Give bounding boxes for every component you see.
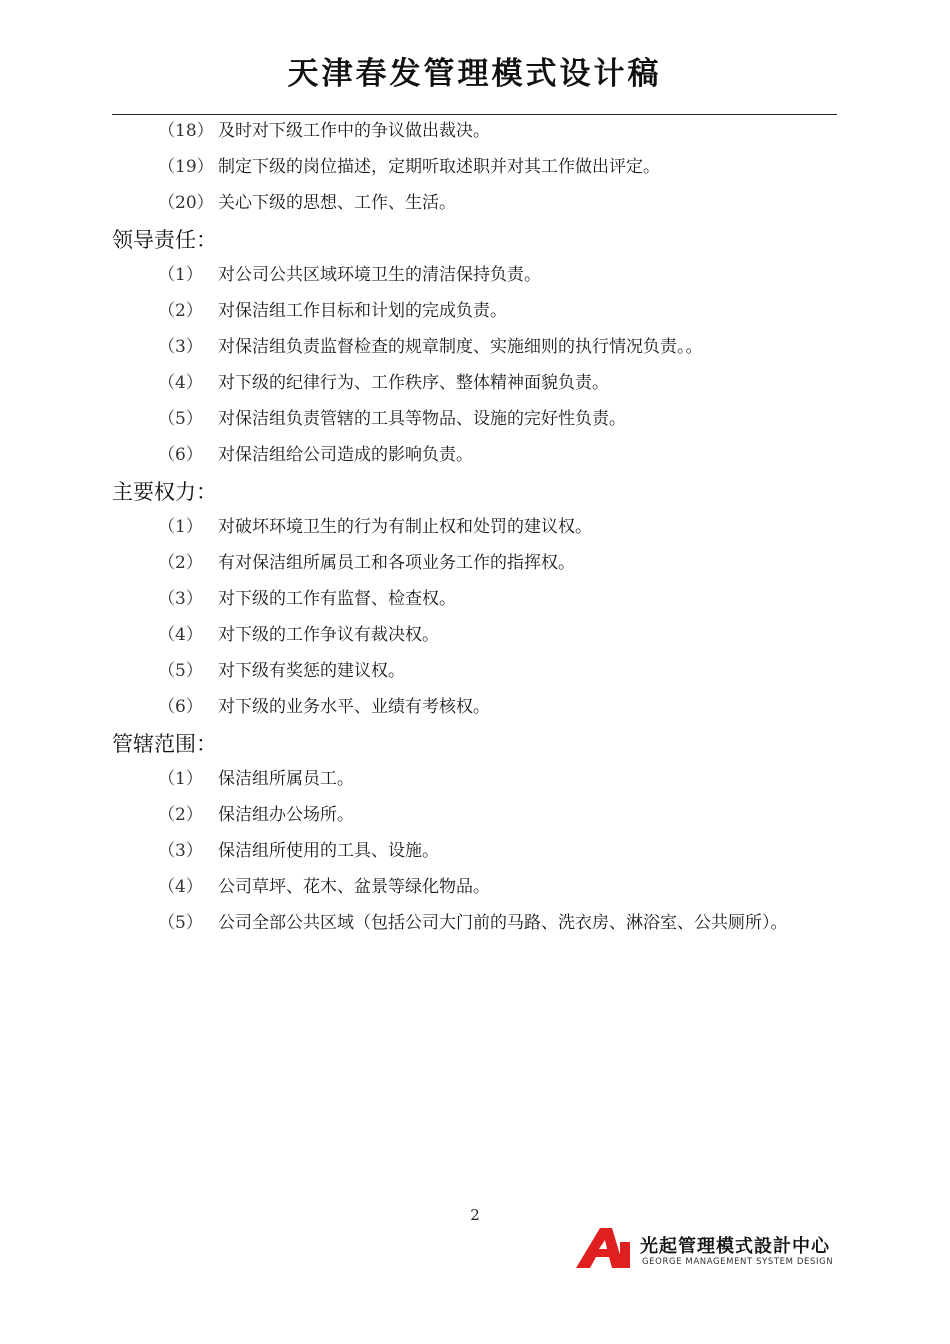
item-number: （1） bbox=[158, 517, 203, 537]
list-item bbox=[112, 365, 852, 401]
letter-a-logo-icon bbox=[574, 1228, 632, 1268]
list-item bbox=[112, 401, 852, 437]
item-text: 公司全部公共区域（包括公司大门前的马路、洗衣房、淋浴室、公共厕所）。 bbox=[218, 913, 788, 933]
item-text: 对下级的纪律行为、工作秩序、整体精神面貌负责。 bbox=[218, 373, 609, 393]
item-text: 对公司公共区域环境卫生的清洁保持负责。 bbox=[218, 265, 541, 285]
item-text: 制定下级的岗位描述，定期听取述职并对其工作做出评定。 bbox=[218, 157, 660, 177]
list-item bbox=[112, 257, 852, 293]
item-text: 对保洁组负责管辖的工具等物品、设施的完好性负责。 bbox=[218, 409, 626, 429]
brand-english-name: GEORGE MANAGEMENT SYSTEM DESIGN bbox=[642, 1257, 834, 1267]
item-text: 公司草坪、花木、盆景等绿化物品。 bbox=[218, 877, 490, 897]
list-item bbox=[112, 653, 852, 689]
item-text: 及时对下级工作中的争议做出裁决。 bbox=[218, 121, 490, 141]
list-item bbox=[112, 293, 852, 329]
item-number: （20） bbox=[158, 193, 214, 213]
list-item bbox=[112, 185, 852, 221]
item-number: （5） bbox=[158, 409, 203, 429]
continued-list bbox=[112, 113, 852, 221]
item-number: （2） bbox=[158, 553, 203, 573]
section-main-authority bbox=[112, 473, 852, 725]
document-body bbox=[112, 113, 852, 941]
list-item bbox=[112, 905, 852, 941]
item-text: 对下级的业务水平、业绩有考核权。 bbox=[218, 697, 490, 717]
item-number: （18） bbox=[158, 121, 214, 141]
document-title: 天津春发管理模式设计稿 bbox=[287, 56, 662, 92]
page-header bbox=[112, 52, 837, 115]
list-item bbox=[112, 545, 852, 581]
list-item bbox=[112, 761, 852, 797]
item-text: 对保洁组工作目标和计划的完成负责。 bbox=[218, 301, 507, 321]
item-text: 关心下级的思想、工作、生活。 bbox=[218, 193, 456, 213]
list-item bbox=[112, 869, 852, 905]
section-heading: 管辖范围： bbox=[112, 732, 217, 756]
section-heading: 主要权力： bbox=[112, 480, 217, 504]
item-number: （4） bbox=[158, 373, 203, 393]
item-text: 对下级的工作有监督、检查权。 bbox=[218, 589, 456, 609]
section-leadership-responsibility bbox=[112, 221, 852, 473]
item-text: 保洁组办公场所。 bbox=[218, 805, 354, 825]
item-number: （5） bbox=[158, 661, 203, 681]
section-jurisdiction-scope bbox=[112, 725, 852, 941]
list-item bbox=[112, 113, 852, 149]
item-number: （1） bbox=[158, 265, 203, 285]
list-item bbox=[112, 437, 852, 473]
list-item bbox=[112, 581, 852, 617]
footer-brand-logo bbox=[574, 1224, 844, 1270]
item-number: （5） bbox=[158, 913, 203, 933]
item-text: 对保洁组负责监督检查的规章制度、实施细则的执行情况负责。。 bbox=[218, 337, 703, 357]
list-item bbox=[112, 149, 852, 185]
list-item bbox=[112, 833, 852, 869]
item-number: （19） bbox=[158, 157, 214, 177]
item-text: 保洁组所使用的工具、设施。 bbox=[218, 841, 439, 861]
list-item bbox=[112, 797, 852, 833]
item-number: （6） bbox=[158, 697, 203, 717]
item-number: （3） bbox=[158, 337, 203, 357]
list-item bbox=[112, 617, 852, 653]
item-number: （3） bbox=[158, 589, 203, 609]
section-heading: 领导责任： bbox=[112, 228, 217, 252]
brand-chinese-name: 光起管理模式設計中心 bbox=[640, 1236, 830, 1257]
list-item bbox=[112, 509, 852, 545]
item-text: 对下级有奖惩的建议权。 bbox=[218, 661, 405, 681]
list-item bbox=[112, 329, 852, 365]
item-number: （2） bbox=[158, 805, 203, 825]
item-number: （1） bbox=[158, 769, 203, 789]
item-text: 对下级的工作争议有裁决权。 bbox=[218, 625, 439, 645]
item-text: 对保洁组给公司造成的影响负责。 bbox=[218, 445, 473, 465]
item-number: （3） bbox=[158, 841, 203, 861]
list-item bbox=[112, 689, 852, 725]
page-number: 2 bbox=[470, 1206, 480, 1224]
item-number: （4） bbox=[158, 877, 203, 897]
item-number: （4） bbox=[158, 625, 203, 645]
item-text: 有对保洁组所属员工和各项业务工作的指挥权。 bbox=[218, 553, 575, 573]
item-text: 保洁组所属员工。 bbox=[218, 769, 354, 789]
item-number: （6） bbox=[158, 445, 203, 465]
item-number: （2） bbox=[158, 301, 203, 321]
item-text: 对破坏环境卫生的行为有制止权和处罚的建议权。 bbox=[218, 517, 592, 537]
